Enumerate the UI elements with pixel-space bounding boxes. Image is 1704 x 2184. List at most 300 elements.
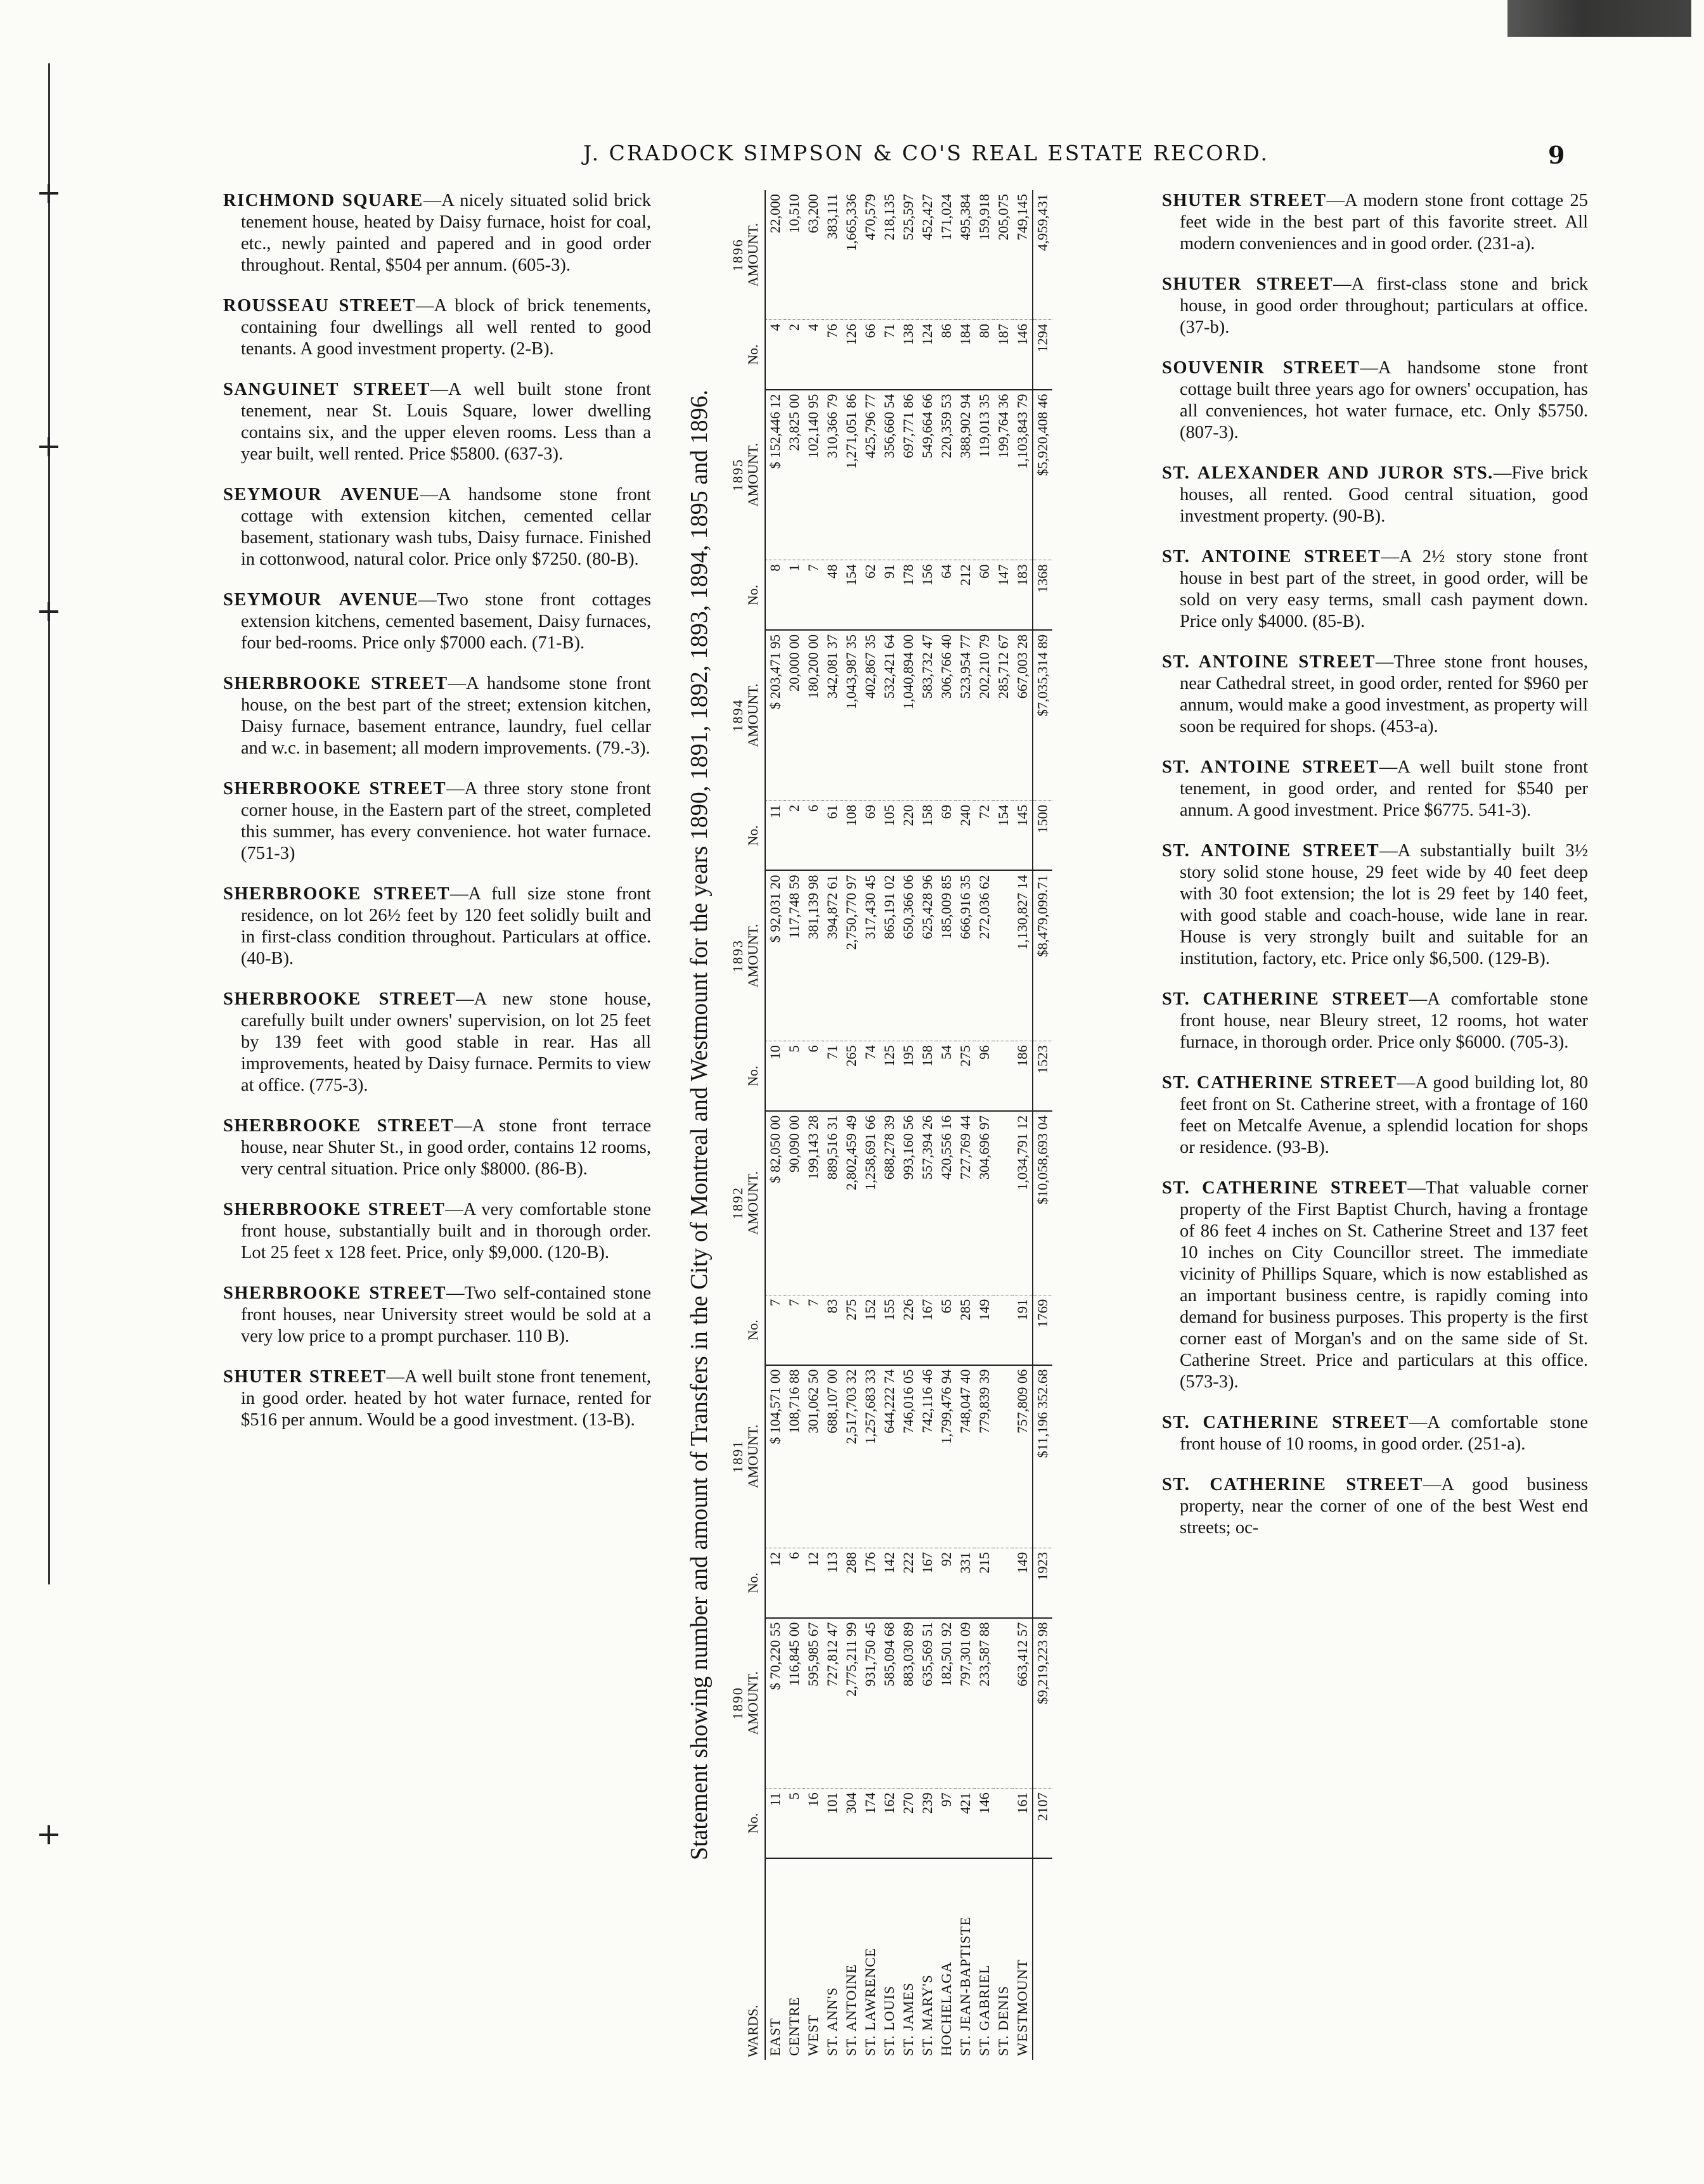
amount-label: AMOUNT. [745, 923, 761, 988]
year-amount-header [726, 870, 765, 1041]
transfer-count: 167 [918, 1295, 937, 1365]
listing-entry [223, 295, 651, 360]
transfer-amount: $ 203,471 95 [765, 630, 785, 800]
transfer-amount: 697,771 86 [899, 390, 918, 560]
transfer-amount: 381,139 98 [804, 870, 823, 1041]
left-column-listings [223, 190, 651, 1450]
transfer-count: 7 [804, 1295, 823, 1365]
transfer-amount: 688,278 39 [880, 1111, 899, 1295]
binding-hole-mark [39, 184, 58, 203]
listing-paragraph [223, 1115, 651, 1180]
transfer-count: 65 [937, 1295, 956, 1365]
transfer-amount: 742,116 46 [918, 1365, 937, 1548]
total-count: 1500 [1033, 800, 1052, 870]
running-title: J. CRADOCK SIMPSON & CO'S REAL ESTATE RECORD. [583, 141, 1270, 165]
listing-description: —A handsome stone front cottage with extension kitchen, cemented cellar basement, stationary wash tubs, Daisy furnace. Finished in cottonwood, natural color. Price only $7250. (80-B). [241, 485, 651, 569]
ward-name: ST. MARY'S [919, 1974, 935, 2056]
transfer-count: 91 [880, 560, 899, 630]
transfer-amount: 63,200 [804, 190, 823, 319]
listing-description: —A modern stone front cottage 25 feet wide in the best part of this favorite street. All modern conveniences and in good order. (231-a). [1180, 191, 1589, 254]
total-count: 1769 [1033, 1295, 1052, 1365]
ward-name: CENTRE [786, 1996, 802, 2056]
year-label: 1894 [730, 698, 746, 732]
transfer-count [994, 1548, 1013, 1617]
transfer-amount: 1,043,987 35 [842, 630, 861, 800]
total-count: 1923 [1033, 1548, 1052, 1617]
no-header: No. [726, 560, 765, 630]
listing-entry [223, 989, 651, 1096]
transfer-amount: 650,366 06 [899, 870, 918, 1041]
listing-street: SHERBROOKE STREET [223, 1116, 455, 1136]
transfer-amount: 199,764 36 [994, 390, 1013, 560]
transfer-count: 69 [861, 800, 880, 870]
transfer-count: 158 [918, 800, 937, 870]
transfer-count: 288 [842, 1548, 861, 1617]
ward-name: ST. LOUIS [881, 1985, 897, 2056]
binding-edge-line [48, 63, 50, 1584]
transfer-amount: 394,872 61 [823, 870, 842, 1041]
transfer-amount: 883,030 89 [899, 1618, 918, 1789]
listing-description: —A handsome stone front house, on the best part of the street; extension kitchen, Daisy furnace, basement entrance, laundry, fuel cellar and w.c. in basement; all modern improvements. (79.-3). [241, 674, 651, 758]
transfer-count: 61 [823, 800, 842, 870]
listing-description: —Two self-contained stone front houses, near University street would be sold at a very low price to a prompt purchaser. 110 B). [241, 1283, 651, 1346]
listing-description: —A 2½ story stone front house in best part of the street, in good order, will be sold on very easy terms, small cash payment down. Price only $4000. (85-B). [1180, 547, 1588, 631]
amount-label: AMOUNT. [745, 1171, 761, 1235]
transfer-amount: 117,748 59 [785, 870, 804, 1041]
listing-entry [1162, 1412, 1588, 1455]
listing-description: —A well built stone front tenement, in good order, and rented for $540 per annum. A good investment. Price $6775. 541-3). [1180, 757, 1588, 820]
transfer-count: 66 [861, 319, 880, 389]
listing-paragraph [1162, 190, 1588, 255]
year-label: 1896 [730, 238, 746, 272]
transfer-count: 215 [975, 1548, 994, 1617]
transfer-amount: 2,517,703 32 [842, 1365, 861, 1548]
year-label: 1893 [730, 939, 746, 973]
binding-hole-mark [39, 1825, 58, 1844]
transfer-count: 48 [823, 560, 842, 630]
transfer-count: 161 [1013, 1789, 1033, 1858]
transfer-count: 11 [765, 800, 785, 870]
transfer-count: 7 [785, 1295, 804, 1365]
transfer-amount: 644,222 74 [880, 1365, 899, 1548]
table-row [956, 190, 975, 2060]
transfer-count: 220 [899, 800, 918, 870]
listing-street: ST. CATHERINE STREET [1162, 1475, 1423, 1494]
transfer-amount: 202,210 79 [975, 630, 994, 800]
table-row [937, 190, 956, 2060]
transfer-amount: 757,809 06 [1013, 1365, 1033, 1548]
transfer-count: 331 [956, 1548, 975, 1617]
listing-paragraph [223, 295, 651, 360]
listing-description: —A full size stone front residence, on lot 26½ feet by 120 feet solidly built and in first-class condition throughout. Particulars at office. (40-B). [241, 884, 651, 968]
ward-name: HOCHELAGA [938, 1962, 954, 2056]
listing-description: —A very comfortable stone front house, substantially built and in thorough order. Lot 25 feet x 128 feet. Price, only $9,000. (120-B). [241, 1200, 651, 1262]
transfer-amount [994, 1618, 1013, 1789]
table-header-row [726, 190, 765, 2060]
listing-street: ST. ALEXANDER AND JUROR STS. [1162, 463, 1494, 483]
ward-name: ST. LAWRENCE [862, 1947, 878, 2056]
listing-paragraph [223, 379, 651, 465]
listing-entry [1162, 1072, 1588, 1159]
transfer-amount: 583,732 47 [918, 630, 937, 800]
transfer-amount: 1,799,476 94 [937, 1365, 956, 1548]
listing-description: —A comfortable stone front house of 10 rooms, in good order. (251-a). [1180, 1413, 1589, 1454]
transfer-amount: 301,062 50 [804, 1365, 823, 1548]
year-amount-header [726, 630, 765, 800]
total-count: 1368 [1033, 560, 1052, 630]
transfer-count: 92 [937, 1548, 956, 1617]
transfer-amount: 342,081 37 [823, 630, 842, 800]
listing-paragraph [223, 1199, 651, 1264]
transfer-count: 11 [765, 1789, 785, 1858]
transfer-count: 7 [765, 1295, 785, 1365]
transfer-count: 421 [956, 1789, 975, 1858]
table-row [785, 190, 804, 2060]
listing-description: —A first-class stone and brick house, in good order throughout; particulars at office. (37-b). [1180, 274, 1588, 337]
table-row [1013, 190, 1033, 2060]
listing-description: —A new stone house, carefully built under owners' supervision, on lot 25 feet by 139 feet with good stable in rear. Has all improvements, heated by Daisy furnace. Permits to view at office. (775-3). [241, 989, 652, 1095]
transfer-amount: 779,839 39 [975, 1365, 994, 1548]
listing-entry [223, 1283, 651, 1347]
transfer-count: 270 [899, 1789, 918, 1858]
transfer-amount: $ 104,571 00 [765, 1365, 785, 1548]
listing-street: ST. CATHERINE STREET [1162, 1413, 1409, 1432]
transfer-count: 96 [975, 1041, 994, 1111]
transfer-count: 152 [861, 1295, 880, 1365]
transfer-amount: 90,090 00 [785, 1111, 804, 1295]
transfer-amount: 102,140 95 [804, 390, 823, 560]
listing-street: RICHMOND SQUARE [223, 191, 423, 210]
amount-label: AMOUNT. [745, 443, 761, 507]
transfer-amount: 931,750 45 [861, 1618, 880, 1789]
transfer-count: 158 [918, 1041, 937, 1111]
transfers-table [726, 190, 1052, 2060]
transfer-amount: 727,769 44 [956, 1111, 975, 1295]
listing-description: —A block of brick tenements, containing four dwellings all well rented to good tenants. A good investment property. (2-B). [241, 296, 651, 359]
transfer-count: 174 [861, 1789, 880, 1858]
transfer-amount: 666,916 35 [956, 870, 975, 1041]
transfer-count: 275 [956, 1041, 975, 1111]
transfer-count: 239 [918, 1789, 937, 1858]
transfer-amount: 525,597 [899, 190, 918, 319]
transfer-amount: $ 70,220 55 [765, 1618, 785, 1789]
transfer-count: 76 [823, 319, 842, 389]
transfer-amount: 388,902 94 [956, 390, 975, 560]
total-amount: $10,058,693 04 [1033, 1111, 1052, 1295]
transfer-count: 101 [823, 1789, 842, 1858]
listing-description: —A handsome stone front cottage built three years ago for owners' occupation, has all conveniences, hot water furnace, etc. Only $5750. (807-3). [1180, 358, 1588, 442]
listing-street: ST. ANTOINE STREET [1162, 652, 1376, 672]
listing-paragraph [1162, 989, 1588, 1053]
transfer-amount: 889,516 31 [823, 1111, 842, 1295]
ward-name: ST. JEAN-BAPTISTE [957, 1916, 973, 2056]
transfer-amount: 625,428 96 [918, 870, 937, 1041]
ward-name: ST. ANTOINE [843, 1963, 859, 2056]
transfer-amount [994, 1365, 1013, 1548]
ward-name: WESTMOUNT [1014, 1959, 1030, 2056]
binding-hole-mark [39, 602, 58, 621]
transfer-amount: 749,145 [1013, 190, 1033, 319]
transfer-count: 6 [804, 1041, 823, 1111]
amount-label: AMOUNT. [745, 1424, 761, 1489]
transfer-amount: 285,712 67 [994, 630, 1013, 800]
listing-street: ST. CATHERINE STREET [1162, 1073, 1397, 1093]
no-header: No. [726, 1041, 765, 1111]
listing-entry [1162, 463, 1588, 527]
transfer-amount: 383,111 [823, 190, 842, 319]
transfer-count: 60 [975, 560, 994, 630]
transfer-amount: $ 152,446 12 [765, 390, 785, 560]
listing-street: ST. ANTOINE STREET [1162, 841, 1380, 861]
listing-description: —A stone front terrace house, near Shuter St., in good order, contains 12 rooms, very central situation. Price only $8000. (86-B). [241, 1116, 651, 1179]
listing-description: —Three stone front houses, near Cathedral street, in good order, rented for $960 per annum, would make a good investment, as property will soon be required for shops. (453-a). [1180, 652, 1588, 736]
transfer-amount: 306,766 40 [937, 630, 956, 800]
transfer-count: 275 [842, 1295, 861, 1365]
transfer-amount: 402,867 35 [861, 630, 880, 800]
transfer-count: 74 [861, 1041, 880, 1111]
listing-street: ST. CATHERINE STREET [1162, 989, 1409, 1009]
ward-name: ST. GABRIEL [976, 1964, 992, 2056]
transfer-amount: 108,716 88 [785, 1365, 804, 1548]
transfer-amount: $ 82,050 00 [765, 1111, 785, 1295]
transfer-count: 125 [880, 1041, 899, 1111]
listing-entry [1162, 546, 1588, 633]
year-label: 1891 [730, 1439, 746, 1473]
listing-street: SHERBROOKE STREET [223, 989, 456, 1009]
listing-street: SOUVENIR STREET [1162, 358, 1360, 378]
transfer-amount: 2,802,459 49 [842, 1111, 861, 1295]
year-label: 1890 [730, 1686, 746, 1720]
listing-street: SEYMOUR AVENUE [223, 485, 420, 504]
total-count: 2107 [1033, 1789, 1052, 1858]
transfer-count: 162 [880, 1789, 899, 1858]
transfers-table-panel [677, 190, 1133, 2060]
transfer-amount: 667,003 28 [1013, 630, 1033, 800]
transfer-amount: 663,412 57 [1013, 1618, 1033, 1789]
transfer-amount: 420,556 16 [937, 1111, 956, 1295]
listing-street: ROUSSEAU STREET [223, 296, 416, 316]
transfer-amount: 557,394 26 [918, 1111, 937, 1295]
total-amount: $9,219,223 98 [1033, 1618, 1052, 1789]
wards-header: WARDS. [726, 1858, 765, 2060]
transfer-count: 4 [765, 319, 785, 389]
listing-paragraph [1162, 840, 1588, 970]
ward-name: EAST [767, 2017, 783, 2056]
transfer-count: 2 [785, 800, 804, 870]
transfer-count: 5 [785, 1041, 804, 1111]
listing-description: —A good building lot, 80 feet front on St. Catherine street, with a frontage of 160 feet on Metcalfe Avenue, a splendid location for shops or residence. (93-B). [1180, 1073, 1588, 1157]
transfer-amount: 220,359 53 [937, 390, 956, 560]
transfer-count: 149 [1013, 1548, 1033, 1617]
transfer-amount: 993,160 56 [899, 1111, 918, 1295]
listing-entry [223, 1115, 651, 1180]
table-row [918, 190, 937, 2060]
transfer-count: 145 [1013, 800, 1033, 870]
listing-paragraph [1162, 357, 1588, 444]
listing-entry [223, 379, 651, 465]
listing-description: —A well built stone front tenement, in good order. heated by hot water furnace, rented for $516 per annum. Would be a good investment. (13-B). [241, 1367, 651, 1430]
transfer-amount: 727,812 47 [823, 1618, 842, 1789]
transfer-amount: 233,587 88 [975, 1618, 994, 1789]
transfer-amount: 20,000 00 [785, 630, 804, 800]
ward-name: ST. DENIS [995, 1985, 1011, 2056]
transfer-amount: 688,107 00 [823, 1365, 842, 1548]
listing-street: ST. ANTOINE STREET [1162, 757, 1379, 777]
transfer-amount: 22,000 [765, 190, 785, 319]
amount-label: AMOUNT. [745, 683, 761, 747]
table-row [975, 190, 994, 2060]
transfer-count: 16 [804, 1789, 823, 1858]
transfer-count: 72 [975, 800, 994, 870]
transfer-count: 212 [956, 560, 975, 630]
transfer-count: 184 [956, 319, 975, 389]
transfer-count: 4 [804, 319, 823, 389]
no-header: No. [726, 1295, 765, 1365]
listing-entry [223, 883, 651, 970]
no-header: No. [726, 800, 765, 870]
listing-entry [1162, 989, 1588, 1053]
listing-entry [1162, 357, 1588, 444]
transfer-amount: 1,034,791 12 [1013, 1111, 1033, 1295]
listing-paragraph [1162, 546, 1588, 633]
transfer-count: 10 [765, 1041, 785, 1111]
listing-street: SANGUINET STREET [223, 380, 430, 399]
table-row [994, 190, 1013, 2060]
year-amount-header [726, 390, 765, 560]
year-label: 1895 [730, 458, 746, 492]
transfer-count: 155 [880, 1295, 899, 1365]
listing-entry [1162, 652, 1588, 738]
transfer-amount: 470,579 [861, 190, 880, 319]
listing-paragraph [223, 883, 651, 970]
transfer-count: 142 [880, 1548, 899, 1617]
listing-description: —A three story stone front corner house, in the Eastern part of the street, completed this summer, has every convenience. hot water furnace. (751-3) [241, 779, 651, 863]
table-row [823, 190, 842, 2060]
transfer-amount: 1,257,683 33 [861, 1365, 880, 1548]
transfer-amount: 748,047 40 [956, 1365, 975, 1548]
listing-entry [1162, 840, 1588, 970]
transfer-count: 105 [880, 800, 899, 870]
transfer-amount: 746,016 05 [899, 1365, 918, 1548]
listing-paragraph [223, 1366, 651, 1431]
amount-label: AMOUNT. [745, 1671, 761, 1735]
transfer-count: 83 [823, 1295, 842, 1365]
transfer-amount [994, 1111, 1013, 1295]
transfer-amount: 452,427 [918, 190, 937, 319]
transfer-count: 304 [842, 1789, 861, 1858]
listing-paragraph [1162, 1474, 1588, 1539]
transfer-count: 124 [918, 319, 937, 389]
listing-entry [223, 778, 651, 864]
transfer-count: 240 [956, 800, 975, 870]
total-count: 1294 [1033, 319, 1052, 389]
transfer-count: 7 [804, 560, 823, 630]
transfer-amount: 585,094 68 [880, 1618, 899, 1789]
transfer-count: 154 [994, 800, 1013, 870]
listing-description: —That valuable corner property of the First Baptist Church, having a frontage of 86 feet 4 inches on St. Catherine Street and 137 feet 10 inches on City Councillor street. The immediate vicinity of Phillips Square, which is now established as an important business centre, is rapidly coming into demand for business purposes. This property is the first corner east of Morgan's and on the same side of St. Catherine Street. Price and particulars at this office. (573-3). [1180, 1178, 1589, 1392]
year-amount-header [726, 1365, 765, 1548]
rotated-table [677, 190, 1133, 2060]
transfer-count: 12 [804, 1548, 823, 1617]
ward-name: ST. ANN'S [824, 1987, 840, 2056]
transfer-count: 6 [785, 1548, 804, 1617]
transfer-count: 265 [842, 1041, 861, 1111]
listing-street: SHERBROOKE STREET [223, 1200, 446, 1219]
transfer-count: 187 [994, 319, 1013, 389]
listing-entry [223, 589, 651, 654]
transfer-amount: 310,366 79 [823, 390, 842, 560]
listing-paragraph [1162, 757, 1588, 821]
ward-name: ST. JAMES [900, 1982, 916, 2056]
transfer-count: 86 [937, 319, 956, 389]
transfer-amount: 218,135 [880, 190, 899, 319]
listing-entry [223, 673, 651, 759]
listing-paragraph [223, 778, 651, 864]
transfer-amount: 2,750,770 97 [842, 870, 861, 1041]
total-amount: 4,959,431 [1033, 190, 1052, 319]
transfer-amount: $ 92,031 20 [765, 870, 785, 1041]
listing-street: SHERBROOKE STREET [223, 884, 451, 904]
listing-paragraph [1162, 652, 1588, 738]
listing-paragraph [223, 484, 651, 570]
listing-entry [1162, 1178, 1588, 1393]
listing-paragraph [223, 589, 651, 654]
binding-hole-mark [39, 437, 58, 456]
transfer-count: 285 [956, 1295, 975, 1365]
transfer-count: 113 [823, 1548, 842, 1617]
transfer-count: 108 [842, 800, 861, 870]
listing-entry [223, 484, 651, 570]
transfer-amount: 159,918 [975, 190, 994, 319]
transfer-count: 71 [880, 319, 899, 389]
transfer-amount: 23,825 00 [785, 390, 804, 560]
listing-entry [223, 190, 651, 276]
transfer-amount: 304,696 97 [975, 1111, 994, 1295]
listing-street: SHUTER STREET [1162, 274, 1334, 294]
transfer-amount: 185,009 85 [937, 870, 956, 1041]
listing-street: SEYMOUR AVENUE [223, 590, 419, 610]
transfer-amount: 595,985 67 [804, 1618, 823, 1789]
transfer-count: 226 [899, 1295, 918, 1365]
listing-street: SHERBROOKE STREET [223, 779, 447, 799]
transfer-count: 149 [975, 1295, 994, 1365]
listing-description: —A comfortable stone front house, near Bleury street, 12 rooms, hot water furnace, in thorough order. Price only $6000. (705-3). [1180, 989, 1589, 1052]
transfer-amount: 1,665,336 [842, 190, 861, 319]
listing-description: —A nicely situated solid brick tenement house, heated by Daisy furnace, hoist for coal, etc., newly painted and papered and in good order throughout. Rental, $504 per annum. (605-3). [241, 191, 651, 275]
transfer-count: 154 [842, 560, 861, 630]
transfer-count: 62 [861, 560, 880, 630]
no-header: No. [726, 1789, 765, 1858]
transfer-amount: 116,845 00 [785, 1618, 804, 1789]
transfer-amount: 180,200 00 [804, 630, 823, 800]
transfer-amount: 523,954 77 [956, 630, 975, 800]
no-header: No. [726, 1548, 765, 1617]
transfer-count: 146 [1013, 319, 1033, 389]
listing-paragraph [1162, 463, 1588, 527]
transfer-amount: 532,421 64 [880, 630, 899, 800]
transfer-count: 186 [1013, 1041, 1033, 1111]
ward-name: WEST [805, 2014, 821, 2056]
transfer-count [994, 1789, 1013, 1858]
transfer-count: 54 [937, 1041, 956, 1111]
listing-description: —Two stone front cottages extension kitchens, cemented basement, Daisy furnaces, four bed-rooms. Price only $7000 each. (71-B). [241, 590, 651, 653]
listing-entry [1162, 1474, 1588, 1539]
listing-paragraph [1162, 1072, 1588, 1159]
year-amount-header [726, 1618, 765, 1789]
transfer-amount: 272,036 62 [975, 870, 994, 1041]
transfer-amount: 1,271,051 86 [842, 390, 861, 560]
scan-dark-edge [1507, 0, 1691, 37]
